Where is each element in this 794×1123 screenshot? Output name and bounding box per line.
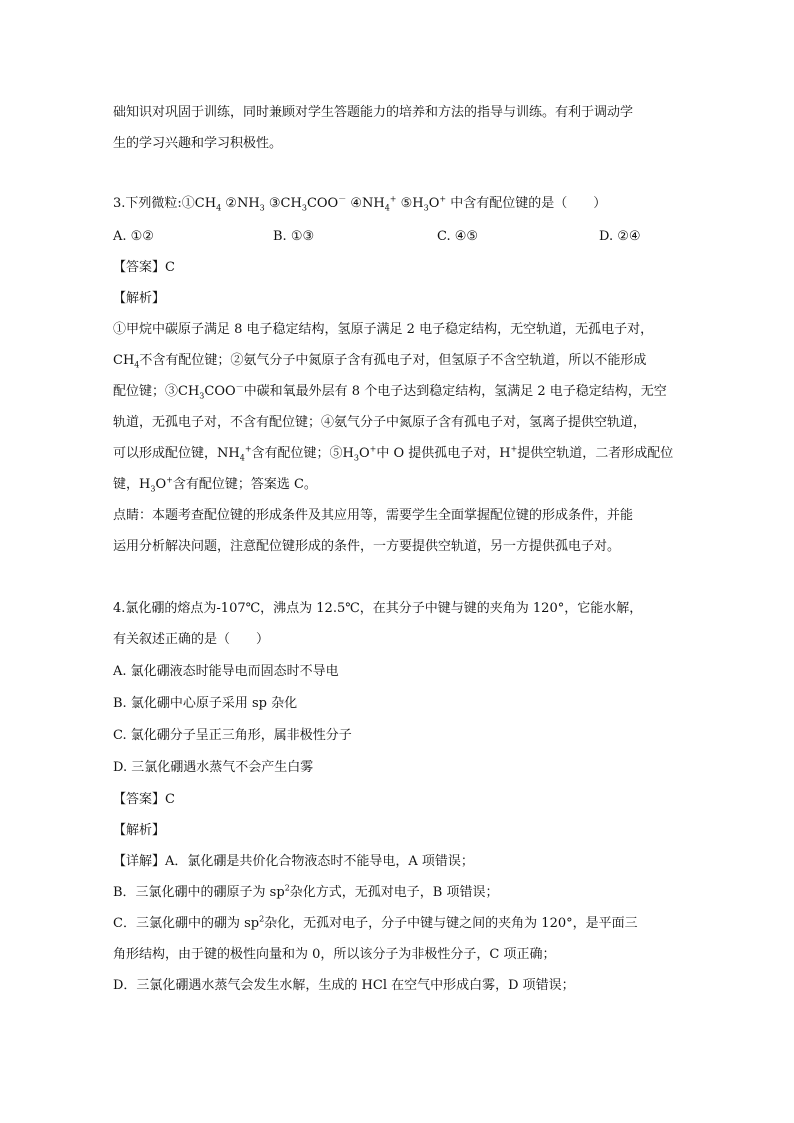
question-3-comment-line-1: 点睛：本题考查配位键的形成条件及其应用等，需要学生全面掌握配位键的形成条件，并能 — [113, 508, 634, 523]
question-4-detail-line-4: 角形结构，由于键的极性向量和为 0，所以该分子为非极性分子，C 项正确； — [113, 947, 556, 962]
question-3-option-a: A. ①② — [113, 229, 154, 244]
question-4-option-b: B. 氯化硼中心原子采用 sp 杂化 — [113, 696, 298, 711]
question-3-comment-line-2: 运用分析解决问题，注意配位键形成的条件，一方要提供空轨道，另一方提供孤电子对。 — [113, 539, 621, 554]
question-3-analysis-line-1: ①甲烷中碳原子满足 8 电子稳定结构，氢原子满足 2 电子稳定结构，无空轨道，无孤电子对， — [113, 322, 654, 337]
question-4-option-a: A. 氯化硼液态时能导电而固态时不导电 — [113, 664, 339, 679]
question-3-analysis-line-6: 键，$H_3O^+$含有配位键；答案选 C。 — [113, 475, 317, 494]
question-4-stem-line-2: 有关叙述正确的是（ ） — [113, 632, 270, 647]
question-3-option-d: D. ②④ — [599, 229, 641, 244]
question-3-option-c: C. ④⑤ — [437, 229, 479, 244]
question-4-detail-line-2: B．三氯化硼中的硼原子为 $sp^2$杂化方式，无孤对电子，B 项错误； — [113, 883, 499, 900]
question-4-option-c: C. 氯化硼分子呈正三角形，属非极性分子 — [113, 728, 352, 743]
question-4-detail-line-3: C．三氯化硼中的硼为 $sp^2$杂化，无孤对电子，分子中键与键之间的夹角为 120°，是平面三 — [113, 914, 638, 931]
question-3-analysis-line-5: 可以形成配位键，$NH_4^+$含有配位键；$⑤H_3O^+$中 O 提供孤电子对，H+提供空轨道，二者形成配位 — [113, 444, 674, 463]
question-3-answer: 【答案】C — [113, 260, 175, 275]
question-3-analysis-line-2: $CH_4$不含有配位键；②氨气分子中氮原子含有孤电子对，但氢原子不含空轨道，所以不能形成 — [113, 353, 647, 370]
intro-line-1: 础知识对巩固于训练，同时兼顾对学生答题能力的培养和方法的指导与训练。有利于调动学 — [113, 105, 634, 120]
question-4-detail-line-1: 【详解】A．氯化硼是共价化合物液态时不能导电，A 项错误； — [113, 854, 474, 869]
question-4-answer: 【答案】C — [113, 792, 175, 807]
question-3-option-b: B. ①③ — [273, 229, 315, 244]
question-4-stem-line-1: 4.氯化硼的熔点为-107℃，沸点为 12.5℃，在其分子中键与键的夹角为 120°，它能水解， — [113, 601, 643, 616]
question-3-stem: 3.下列微粒$:①CH_4$ $②NH_3$ $③CH_3COO^-$ $④NH_4^+$ $⑤H_3O^+$ 中含有配位键的是（ ） — [113, 194, 607, 213]
question-4-analysis-header: 【解析】 — [113, 823, 166, 838]
question-4-detail-line-5: D．三氯化硼遇水蒸气会发生水解，生成的 HCl 在空气中形成白雾，D 项错误； — [113, 978, 575, 993]
question-3-analysis-line-3: 配位键；$③CH_3COO^-$中碳和氧最外层有 8 个电子达到稳定结构，氢满足 2 电子稳定结构，无空 — [113, 382, 667, 401]
question-3-analysis-header: 【解析】 — [113, 291, 166, 306]
question-3-analysis-line-4: 轨道，无孤电子对，不含有配位键；④氨气分子中氮原子含有孤电子对，氢离子提供空轨道， — [113, 415, 647, 430]
question-4-option-d: D. 三氯化硼遇水蒸气不会产生白雾 — [113, 760, 314, 775]
intro-line-2: 生的学习兴趣和学习积极性。 — [113, 136, 283, 151]
